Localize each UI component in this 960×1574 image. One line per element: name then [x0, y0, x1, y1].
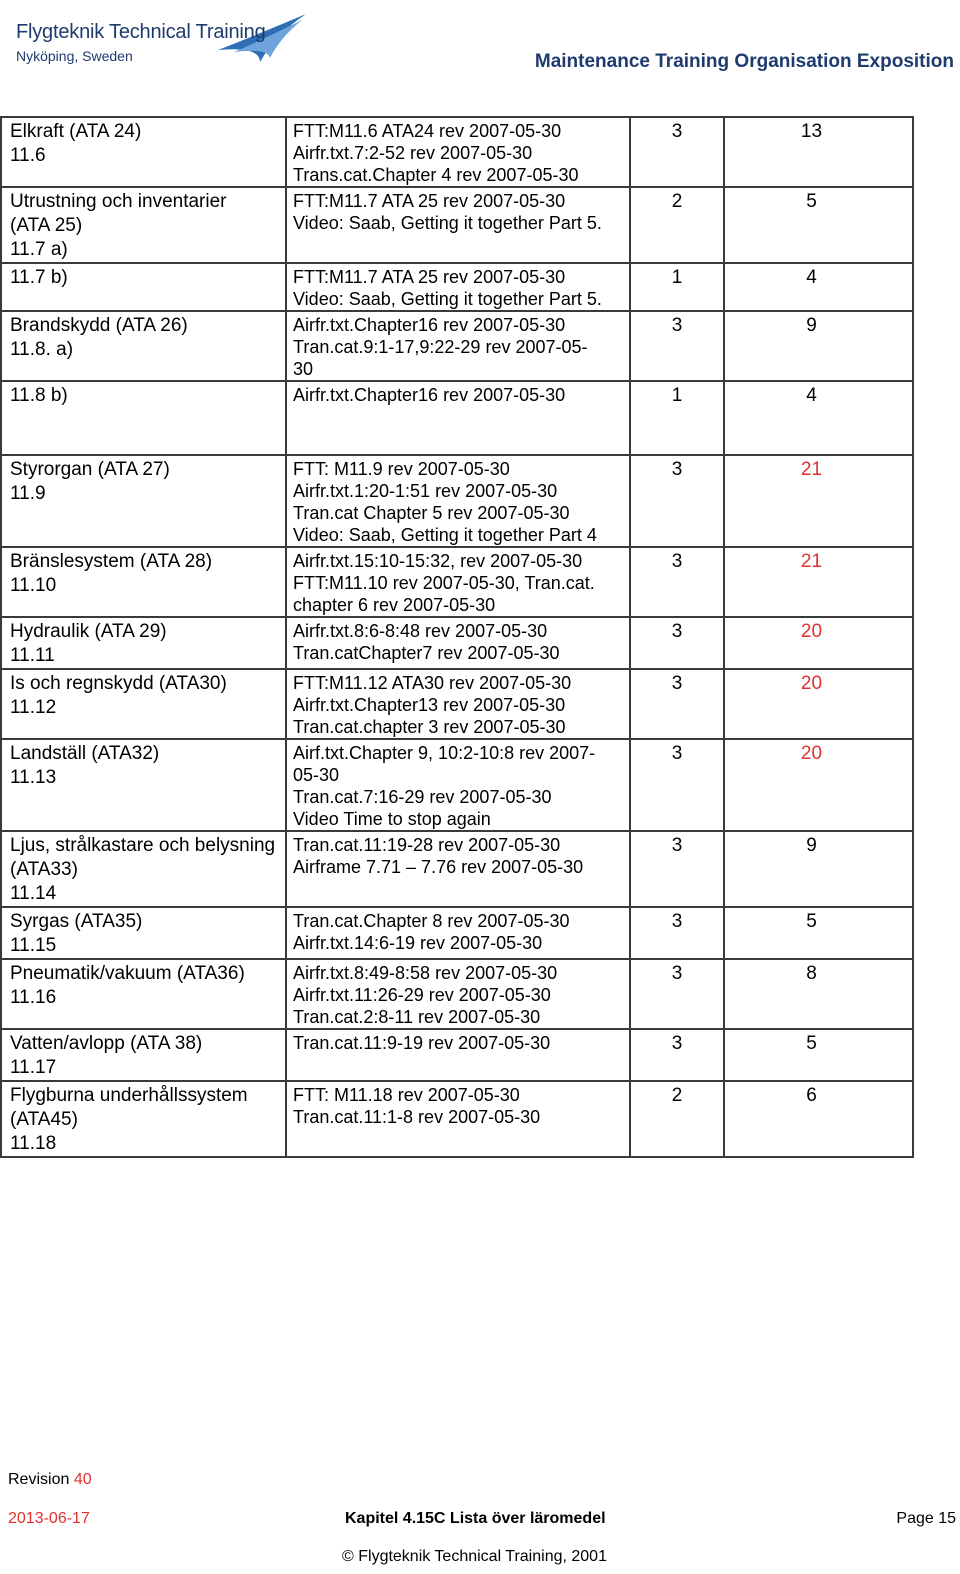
hours-cell: 4	[724, 381, 913, 455]
hours-cell: 21	[724, 547, 913, 617]
subject-cell-line: 11.17	[10, 1057, 57, 1078]
subject-cell	[1, 455, 286, 547]
materials-cell-line: FTT: M11.9 rev 2007-05-30	[293, 459, 510, 479]
materials-cell-line: Trans.cat.Chapter 4 rev 2007-05-30	[293, 165, 579, 185]
hours-cell: 20	[724, 617, 913, 669]
hours-cell: 5	[724, 1029, 913, 1081]
level-cell: 3	[630, 907, 724, 959]
subject-cell-line: Syrgas (ATA35)	[10, 911, 143, 932]
materials-cell-line: Tran.cat.2:8-11 rev 2007-05-30	[293, 1007, 541, 1027]
table-row	[1, 907, 913, 959]
level-cell: 3	[630, 311, 724, 381]
hours-cell: 9	[724, 831, 913, 907]
subject-cell-line: Flygburna underhållssystem	[10, 1085, 248, 1106]
materials-cell	[286, 617, 630, 669]
materials-cell-line: Airframe 7.71 – 7.76 rev 2007-05-30	[293, 857, 584, 877]
subject-cell-line: (ATA45)	[10, 1109, 78, 1130]
subject-cell	[1, 959, 286, 1029]
level-cell: 2	[630, 1081, 724, 1157]
materials-cell-line: FTT:M11.6 ATA24 rev 2007-05-30	[293, 121, 562, 141]
materials-cell-line: Tran.cat.11:1-8 rev 2007-05-30	[293, 1107, 541, 1127]
revision-label: Revision	[8, 1471, 70, 1488]
page-header-title: Maintenance Training Organisation Exposition	[534, 51, 954, 72]
materials-cell-line: Airfr.txt.Chapter16 rev 2007-05-30	[293, 315, 566, 335]
subject-cell-line: Utrustning och inventarier	[10, 191, 227, 212]
hours-cell: 13	[724, 117, 913, 187]
table-row	[1, 1081, 913, 1157]
subject-cell-line: 11.12	[10, 697, 57, 718]
materials-cell-line: Video Time to stop again	[293, 809, 491, 829]
materials-cell-line: chapter 6 rev 2007-05-30	[293, 595, 496, 615]
table-body	[1, 117, 913, 1157]
footer-page-number: Page 15	[896, 1510, 956, 1527]
subject-cell	[1, 1029, 286, 1081]
subject-cell-line: 11.15	[10, 935, 57, 956]
materials-cell	[286, 739, 630, 831]
level-cell: 2	[630, 187, 724, 263]
materials-cell	[286, 187, 630, 263]
footer-chapter: Kapitel 4.15C Lista över läromedel	[345, 1510, 606, 1527]
materials-cell	[286, 669, 630, 739]
subject-cell-line: 11.14	[10, 883, 57, 904]
subject-cell	[1, 263, 286, 311]
logo-title: Flygteknik Technical Training	[16, 21, 266, 43]
materials-cell-line: Video: Saab, Getting it together Part 4	[293, 525, 597, 545]
materials-cell-line: Tran.cat.7:16-29 rev 2007-05-30	[293, 787, 552, 807]
subject-cell	[1, 187, 286, 263]
table-row	[1, 263, 913, 311]
hours-cell: 20	[724, 669, 913, 739]
revision	[8, 1471, 92, 1489]
course-materials-table	[0, 116, 914, 1158]
subject-cell-line: 11.11	[10, 645, 55, 666]
materials-cell-line: Tran.cat.11:19-28 rev 2007-05-30	[293, 835, 561, 855]
hours-cell: 21	[724, 455, 913, 547]
hours-cell: 5	[724, 907, 913, 959]
subject-cell-line: Brandskydd (ATA 26)	[10, 315, 188, 336]
subject-cell-line: Pneumatik/vakuum (ATA36)	[10, 963, 245, 984]
materials-cell-line: Airfr.txt.15:10-15:32, rev 2007-05-30	[293, 551, 583, 571]
table-row	[1, 547, 913, 617]
logo-subtitle: Nyköping, Sweden	[16, 48, 133, 64]
subject-cell	[1, 669, 286, 739]
materials-cell-line: 05-30	[293, 765, 340, 785]
table-row	[1, 669, 913, 739]
materials-cell-line: Tran.cat.chapter 3 rev 2007-05-30	[293, 717, 566, 737]
materials-cell	[286, 263, 630, 311]
materials-cell-line: Airfr.txt.8:6-8:48 rev 2007-05-30	[293, 621, 548, 641]
level-cell: 3	[630, 1029, 724, 1081]
subject-cell-line: (ATA33)	[10, 859, 78, 880]
subject-cell	[1, 311, 286, 381]
hours-cell: 6	[724, 1081, 913, 1157]
subject-cell	[1, 831, 286, 907]
table-row	[1, 617, 913, 669]
materials-cell-line: Airfr.txt.1:20-1:51 rev 2007-05-30	[293, 481, 558, 501]
subject-cell	[1, 907, 286, 959]
materials-cell-line: Video: Saab, Getting it together Part 5.	[293, 213, 602, 233]
subject-cell-line: 11.6	[10, 145, 46, 166]
footer-date: 2013-06-17	[8, 1510, 90, 1527]
subject-cell-line: 11.13	[10, 767, 57, 788]
materials-cell-line: Tran.cat.Chapter 8 rev 2007-05-30	[293, 911, 570, 931]
materials-cell-line: Tran.catChapter7 rev 2007-05-30	[293, 643, 560, 663]
level-cell: 3	[630, 669, 724, 739]
subject-cell-line: 11.9	[10, 483, 46, 504]
materials-cell-line: 30	[293, 359, 314, 379]
subject-cell-line: 11.18	[10, 1133, 57, 1154]
materials-cell-line: Video: Saab, Getting it together Part 5.	[293, 289, 602, 309]
table-row	[1, 739, 913, 831]
materials-cell	[286, 117, 630, 187]
materials-cell-line: Airf.txt.Chapter 9, 10:2-10:8 rev 2007-	[293, 743, 596, 763]
subject-cell-line: 11.8 b)	[10, 385, 68, 406]
level-cell: 3	[630, 455, 724, 547]
subject-cell-line: 11.7 a)	[10, 239, 68, 260]
subject-cell-line: Elkraft (ATA 24)	[10, 121, 142, 142]
level-cell: 3	[630, 547, 724, 617]
materials-cell	[286, 1081, 630, 1157]
materials-cell-line: FTT:M11.10 rev 2007-05-30, Tran.cat.	[293, 573, 595, 593]
level-cell: 1	[630, 263, 724, 311]
subject-cell	[1, 381, 286, 455]
materials-cell	[286, 1029, 630, 1081]
table-row	[1, 455, 913, 547]
materials-cell-line: FTT:M11.12 ATA30 rev 2007-05-30	[293, 673, 572, 693]
hours-cell: 20	[724, 739, 913, 831]
materials-cell-line: Airfr.txt.Chapter16 rev 2007-05-30	[293, 385, 566, 405]
subject-cell-line: Vatten/avlopp (ATA 38)	[10, 1033, 203, 1054]
materials-cell	[286, 547, 630, 617]
materials-cell-line: Airfr.txt.11:26-29 rev 2007-05-30	[293, 985, 551, 1005]
company-logo	[14, 8, 314, 70]
materials-cell	[286, 907, 630, 959]
hours-cell: 8	[724, 959, 913, 1029]
materials-cell-line: Airfr.txt.8:49-8:58 rev 2007-05-30	[293, 963, 558, 983]
subject-cell-line: Ljus, strålkastare och belysning	[10, 835, 276, 856]
subject-cell-line: Styrorgan (ATA 27)	[10, 459, 170, 480]
materials-cell-line: FTT:M11.7 ATA 25 rev 2007-05-30	[293, 191, 566, 211]
materials-cell-line: Tran.cat.9:1-17,9:22-29 rev 2007-05-	[293, 337, 588, 357]
table-row	[1, 1029, 913, 1081]
materials-cell-line: Airfr.txt.7:2-52 rev 2007-05-30	[293, 143, 533, 163]
level-cell: 3	[630, 739, 724, 831]
footer-copyright: © Flygteknik Technical Training, 2001	[342, 1548, 607, 1565]
table-row	[1, 117, 913, 187]
table-row	[1, 187, 913, 263]
subject-cell-line: 11.10	[10, 575, 57, 596]
subject-cell-line: Bränslesystem (ATA 28)	[10, 551, 213, 572]
subject-cell-line: Landställ (ATA32)	[10, 743, 160, 764]
subject-cell	[1, 1081, 286, 1157]
subject-cell-line: 11.8. a)	[10, 339, 74, 360]
table-row	[1, 831, 913, 907]
subject-cell	[1, 617, 286, 669]
table-row	[1, 959, 913, 1029]
materials-cell-line: Airfr.txt.14:6-19 rev 2007-05-30	[293, 933, 543, 953]
level-cell: 3	[630, 117, 724, 187]
materials-cell	[286, 959, 630, 1029]
subject-cell-line: Is och regnskydd (ATA30)	[10, 673, 227, 694]
subject-cell-line: 11.16	[10, 987, 57, 1008]
materials-cell-line: FTT:M11.7 ATA 25 rev 2007-05-30	[293, 267, 566, 287]
level-cell: 3	[630, 617, 724, 669]
subject-cell	[1, 739, 286, 831]
level-cell: 3	[630, 831, 724, 907]
level-cell: 1	[630, 381, 724, 455]
materials-cell	[286, 311, 630, 381]
materials-cell	[286, 455, 630, 547]
materials-cell-line: Airfr.txt.Chapter13 rev 2007-05-30	[293, 695, 566, 715]
hours-cell: 4	[724, 263, 913, 311]
level-cell: 3	[630, 959, 724, 1029]
materials-cell-line: Tran.cat.11:9-19 rev 2007-05-30	[293, 1033, 551, 1053]
hours-cell: 5	[724, 187, 913, 263]
subject-cell-line: 11.7 b)	[10, 267, 68, 288]
hours-cell: 9	[724, 311, 913, 381]
table-row	[1, 381, 913, 455]
subject-cell	[1, 117, 286, 187]
subject-cell	[1, 547, 286, 617]
revision-number: 40	[73, 1471, 92, 1488]
subject-cell-line: Hydraulik (ATA 29)	[10, 621, 167, 642]
materials-cell	[286, 831, 630, 907]
subject-cell-line: (ATA 25)	[10, 215, 83, 236]
materials-cell-line: FTT: M11.18 rev 2007-05-30	[293, 1085, 520, 1105]
materials-cell	[286, 381, 630, 455]
table-row	[1, 311, 913, 381]
materials-cell-line: Tran.cat Chapter 5 rev 2007-05-30	[293, 503, 570, 523]
